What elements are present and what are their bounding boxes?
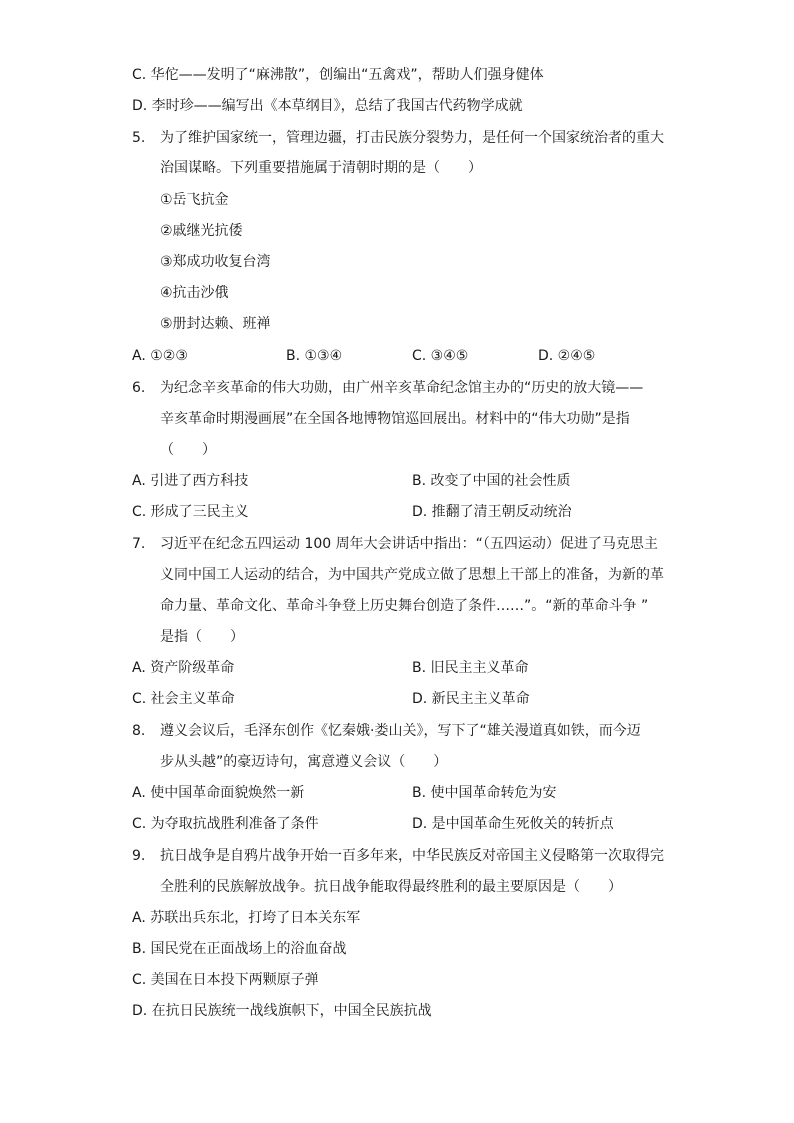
q8-option-d: D. 是中国革命生死攸关的转折点 — [412, 816, 614, 832]
q7-number: 7. — [132, 536, 146, 552]
q6-option-c: C. 形成了三民主义 — [132, 504, 249, 520]
q9-number: 9. — [132, 848, 146, 864]
q8-stem-line-1: 遵义会议后，毛泽东创作《忆秦娥·娄山关》，写下了“雄关漫道真如铁，而今迈 — [160, 723, 641, 739]
q7-option-a: A. 资产阶级革命 — [132, 660, 235, 676]
q9-option-b: B. 国民党在正面战场上的浴血奋战 — [132, 941, 347, 957]
q9-option-a: A. 苏联出兵东北，打垮了日本关东军 — [132, 910, 361, 926]
q5-item-1: ①岳飞抗金 — [160, 192, 229, 208]
q5-item-3: ③郑成功收复台湾 — [160, 254, 271, 270]
q6-option-a: A. 引进了西方科技 — [132, 473, 249, 489]
q7-option-b: B. 旧民主主义革命 — [412, 660, 529, 676]
q5-item-4: ④抗击沙俄 — [160, 285, 229, 301]
q7-stem-line-3: 命力量、革命文化、革命斗争登上历史舞台创造了条件……”。“新的革命斗争 ” — [160, 598, 649, 614]
q6-option-d: D. 推翻了清王朝反动统治 — [412, 504, 572, 520]
q8-number: 8. — [132, 723, 146, 739]
q7-stem-line-4: 是指（ ） — [160, 629, 244, 645]
q9-option-c: C. 美国在日本投下两颗原子弹 — [132, 972, 319, 988]
q4-option-d: D. 李时珍——编写出《本草纲目》，总结了我国古代药物学成就 — [132, 98, 523, 114]
q5-stem-line-2: 治国谋略。下列重要措施属于清朝时期的是（ ） — [160, 160, 482, 176]
q7-option-d: D. 新民主主义革命 — [412, 691, 530, 707]
q6-stem-line-2: 辛亥革命时期漫画展”在全国各地博物馆巡回展出。材料中的“伟大功勋”是指 — [160, 411, 630, 427]
q8-option-a: A. 使中国革命面貌焕然一新 — [132, 785, 305, 801]
q5-item-5: ⑤册封达赖、班禅 — [160, 316, 271, 332]
q7-option-c: C. 社会主义革命 — [132, 691, 235, 707]
q8-option-b: B. 使中国革命转危为安 — [412, 785, 557, 801]
q5-option-b: B. ①③④ — [286, 348, 343, 364]
q5-stem-line-1: 为了维护国家统一，管理边疆，打击民族分裂势力，是任何一个国家统治者的重大 — [160, 130, 664, 146]
q5-option-a: A. ①②③ — [132, 348, 188, 364]
q5-number: 5. — [132, 130, 146, 146]
q5-option-c: C. ③④⑤ — [412, 348, 469, 364]
q7-stem-line-2: 义同中国工人运动的结合，为中国共产党成立做了思想上干部上的准备，为新的革 — [160, 567, 664, 583]
q5-item-2: ②戚继光抗倭 — [160, 223, 243, 239]
q9-stem-line-1: 抗日战争是自鸦片战争开始一百多年来，中华民族反对帝国主义侵略第一次取得完 — [160, 848, 664, 864]
q8-option-c: C. 为夺取抗战胜利准备了条件 — [132, 816, 319, 832]
q8-stem-line-2: 步从头越”的豪迈诗句，寓意遵义会议（ ） — [160, 754, 448, 770]
q7-stem-line-1: 习近平在纪念五四运动 100 周年大会讲话中指出：“（五四运动）促进了马克思主 — [160, 536, 658, 552]
q5-option-d: D. ②④⑤ — [538, 348, 596, 364]
q9-option-d: D. 在抗日民族统一战线旗帜下，中国全民族抗战 — [132, 1003, 432, 1019]
q9-stem-line-2: 全胜利的民族解放战争。抗日战争能取得最终胜利的最主要原因是（ ） — [160, 879, 622, 895]
q4-option-c: C. 华佗——发明了“麻沸散”，创编出“五禽戏”，帮助人们强身健体 — [132, 67, 544, 83]
q6-stem-line-3: （ ） — [160, 442, 216, 458]
q6-stem-line-1: 为纪念辛亥革命的伟大功勋，由广州辛亥革命纪念馆主办的“历史的放大镜—— — [160, 380, 644, 396]
q6-number: 6. — [132, 380, 146, 396]
q6-option-b: B. 改变了中国的社会性质 — [412, 473, 571, 489]
